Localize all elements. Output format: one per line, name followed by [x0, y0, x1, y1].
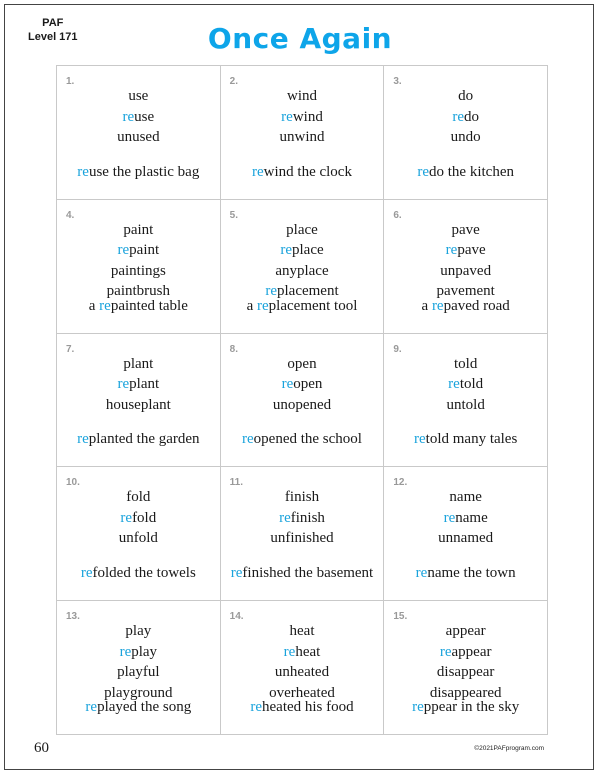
- word-item: [57, 86, 220, 107]
- word-part: heat: [295, 643, 321, 660]
- word-part: do the kitchen: [429, 163, 514, 180]
- word-item: [384, 107, 547, 128]
- word-item: [57, 621, 220, 642]
- word-part: planted the garden: [88, 431, 200, 448]
- word-item: [57, 487, 220, 508]
- word-part: anyplace: [275, 262, 329, 279]
- word-list: [57, 220, 220, 302]
- prefix-re: re: [281, 376, 294, 393]
- prefix-re: re: [122, 108, 135, 125]
- word-part: play: [125, 623, 152, 640]
- word-item: [57, 107, 220, 128]
- word-part: place: [292, 242, 324, 259]
- prefix-re: re: [280, 242, 292, 259]
- cell-number: 5.: [229, 209, 238, 221]
- word-part: played the song: [97, 699, 192, 715]
- word-part: a: [421, 297, 432, 314]
- example-phrase: [57, 431, 220, 448]
- word-list: [384, 86, 547, 148]
- word-list: [221, 487, 384, 549]
- cell-number: 2.: [229, 76, 238, 87]
- word-item: [57, 528, 220, 549]
- word-part: plant: [129, 376, 160, 393]
- word-item: [221, 642, 384, 663]
- word-part: unpaved: [440, 262, 492, 279]
- word-part: paint: [129, 242, 160, 259]
- cell-number: 6.: [393, 209, 402, 221]
- word-part: paintings: [110, 262, 166, 279]
- word-part: told: [459, 376, 484, 393]
- prefix-re: re: [448, 376, 460, 393]
- example-phrase: [221, 565, 384, 582]
- word-part: fold: [132, 509, 157, 526]
- word-part: finish: [284, 489, 320, 506]
- word-cell: [384, 601, 548, 735]
- example-phrase: [384, 298, 547, 315]
- prefix-re: re: [242, 431, 254, 448]
- word-item: [57, 395, 220, 416]
- word-part: wind the clock: [263, 163, 352, 180]
- cell-number: 13.: [66, 611, 80, 623]
- word-part: fold: [126, 489, 151, 506]
- word-cell: [57, 601, 221, 735]
- word-list: [384, 354, 547, 416]
- prefix-re: re: [279, 509, 291, 526]
- word-item: [221, 127, 384, 148]
- word-item: [57, 374, 220, 395]
- prefix-re: re: [415, 565, 428, 582]
- word-list: [221, 354, 384, 416]
- prefix-re: re: [99, 297, 111, 314]
- word-item: [221, 354, 384, 375]
- word-cell: [384, 467, 548, 601]
- prefix-re: re: [80, 565, 93, 582]
- word-part: appear: [451, 643, 492, 660]
- word-item: [221, 487, 384, 508]
- prefix-re: re: [250, 699, 262, 715]
- word-grid: [56, 65, 548, 735]
- prefix-re: re: [283, 643, 296, 660]
- word-list: [57, 86, 220, 148]
- word-item: [221, 528, 384, 549]
- word-cell: [57, 66, 221, 200]
- cell-number: 9.: [393, 343, 402, 355]
- page-title: Once Again: [207, 22, 393, 55]
- word-part: untold: [446, 396, 485, 413]
- word-item: [57, 220, 220, 241]
- word-part: painted table: [110, 297, 188, 314]
- word-cell: [221, 66, 385, 200]
- word-part: placement: [277, 283, 339, 300]
- word-part: playful: [117, 664, 160, 681]
- word-part: placement tool: [268, 297, 358, 314]
- word-part: unwind: [279, 129, 325, 145]
- word-cell: [384, 66, 548, 200]
- word-part: unfinished: [270, 530, 334, 547]
- word-part: do: [458, 88, 474, 104]
- prefix-re: re: [431, 297, 444, 314]
- prefix-re: re: [443, 509, 456, 526]
- word-item: [221, 261, 384, 282]
- word-item: [221, 220, 384, 241]
- word-list: [384, 487, 547, 549]
- word-part: place: [286, 221, 318, 238]
- word-item: [384, 528, 547, 549]
- word-part: do: [463, 108, 479, 125]
- word-item: [384, 354, 547, 375]
- word-item: [57, 662, 220, 683]
- word-part: name the town: [427, 565, 516, 582]
- word-list: [221, 621, 384, 703]
- prefix-re: re: [120, 509, 133, 526]
- word-part: unopened: [272, 396, 332, 413]
- word-list: [57, 487, 220, 549]
- word-part: name: [449, 489, 482, 506]
- prefix-re: re: [77, 431, 89, 448]
- word-list: [221, 86, 384, 148]
- prefix-re: re: [265, 283, 277, 300]
- level-label: Level 171: [28, 31, 78, 43]
- cell-number: 4.: [66, 209, 75, 221]
- prefix-re: re: [445, 242, 458, 259]
- word-item: [57, 240, 220, 261]
- word-item: [384, 508, 547, 529]
- word-part: pave: [451, 221, 480, 238]
- word-part: overheated: [269, 684, 335, 701]
- word-list: [57, 354, 220, 416]
- example-phrase: [221, 431, 384, 448]
- prefix-re: re: [414, 431, 426, 448]
- word-part: finished the basement: [242, 565, 374, 582]
- word-part: pave: [457, 242, 486, 259]
- cell-number: 11.: [229, 477, 244, 489]
- word-item: [384, 642, 547, 663]
- word-item: [221, 86, 384, 107]
- word-item: [384, 86, 547, 107]
- cell-number: 1.: [66, 76, 75, 87]
- word-cell: [221, 334, 385, 468]
- word-item: [384, 127, 547, 148]
- word-item: [384, 374, 547, 395]
- word-part: heated his food: [262, 699, 354, 715]
- word-cell: [57, 467, 221, 601]
- prefix-re: re: [257, 297, 269, 314]
- copyright-notice: ©2021PAFprogram.com: [474, 745, 544, 752]
- word-list: [384, 220, 547, 302]
- word-part: finish: [290, 509, 325, 526]
- word-item: [221, 374, 384, 395]
- word-part: wind: [286, 88, 317, 104]
- prefix-re: re: [117, 242, 130, 259]
- word-part: opened the school: [253, 431, 362, 448]
- word-list: [57, 621, 220, 703]
- word-cell: [221, 200, 385, 334]
- word-part: wind: [292, 108, 323, 125]
- word-item: [57, 127, 220, 148]
- word-part: houseplant: [105, 396, 171, 413]
- word-part: use the plastic bag: [88, 163, 200, 180]
- word-part: told: [453, 355, 478, 372]
- word-item: [384, 261, 547, 282]
- word-item: [384, 487, 547, 508]
- word-item: [384, 220, 547, 241]
- example-phrase: [384, 164, 547, 181]
- prefix-re: re: [417, 163, 429, 180]
- word-item: [221, 508, 384, 529]
- word-part: unheated: [274, 664, 330, 681]
- cell-number: 8.: [229, 343, 238, 355]
- word-part: disappeared: [429, 684, 502, 701]
- word-item: [221, 662, 384, 683]
- word-part: told many tales: [425, 431, 518, 448]
- example-phrase: [221, 699, 384, 716]
- word-item: [57, 642, 220, 663]
- word-cell: [57, 200, 221, 334]
- example-phrase: [57, 164, 220, 181]
- prefix-re: re: [119, 643, 132, 660]
- word-list: [221, 220, 384, 302]
- word-part: plant: [123, 355, 154, 372]
- word-item: [384, 395, 547, 416]
- word-part: use: [128, 88, 149, 104]
- word-cell: [221, 467, 385, 601]
- word-item: [57, 354, 220, 375]
- cell-number: 14.: [229, 611, 244, 623]
- word-item: [57, 508, 220, 529]
- word-part: heat: [289, 623, 315, 640]
- prefix-re: re: [77, 163, 89, 180]
- word-cell: [384, 334, 548, 468]
- word-part: paint: [123, 221, 154, 238]
- page-number: 60: [34, 740, 49, 756]
- prefix-re: re: [439, 643, 452, 660]
- word-part: appear: [445, 623, 486, 640]
- prefix-re: re: [85, 699, 98, 715]
- word-part: playground: [104, 684, 173, 701]
- word-part: ppear in the sky: [423, 699, 520, 715]
- example-phrase: [384, 699, 547, 716]
- word-item: [221, 621, 384, 642]
- word-part: a: [246, 297, 258, 314]
- example-phrase: [221, 298, 384, 315]
- word-item: [384, 621, 547, 642]
- word-part: undo: [450, 129, 481, 145]
- word-item: [221, 107, 384, 128]
- example-phrase: [57, 565, 220, 582]
- word-part: unfold: [118, 530, 158, 547]
- example-phrase: [57, 298, 220, 315]
- word-part: folded the towels: [92, 565, 196, 582]
- word-cell: [57, 334, 221, 468]
- cell-number: 10.: [66, 477, 80, 489]
- word-item: [384, 240, 547, 261]
- word-part: open: [293, 376, 323, 393]
- prefix-re: re: [252, 163, 264, 180]
- word-item: [384, 662, 547, 683]
- word-cell: [221, 601, 385, 735]
- word-part: use: [134, 108, 155, 125]
- word-part: disappear: [436, 664, 495, 681]
- example-phrase: [57, 699, 220, 716]
- word-item: [57, 261, 220, 282]
- word-part: play: [131, 643, 158, 660]
- word-part: paintbrush: [106, 283, 170, 300]
- word-part: paved road: [443, 297, 510, 314]
- prefix-re: re: [230, 565, 243, 582]
- cell-number: 15.: [393, 611, 408, 623]
- word-part: open: [287, 355, 317, 372]
- word-part: a: [88, 297, 100, 314]
- word-part: name: [455, 509, 488, 526]
- example-phrase: [384, 565, 547, 582]
- example-phrase: [384, 431, 547, 448]
- word-item: [221, 395, 384, 416]
- word-part: pavement: [436, 283, 495, 300]
- cell-number: 3.: [393, 76, 402, 87]
- prefix-re: re: [452, 108, 464, 125]
- word-part: unused: [117, 129, 160, 145]
- word-cell: [384, 200, 548, 334]
- program-name: PAF: [42, 17, 64, 29]
- cell-number: 12.: [393, 477, 408, 489]
- prefix-re: re: [412, 699, 424, 715]
- prefix-re: re: [117, 376, 130, 393]
- example-phrase: [221, 164, 384, 181]
- word-item: [221, 240, 384, 261]
- word-part: unnamed: [438, 530, 494, 547]
- cell-number: 7.: [66, 343, 75, 355]
- prefix-re: re: [281, 108, 293, 125]
- word-list: [384, 621, 547, 703]
